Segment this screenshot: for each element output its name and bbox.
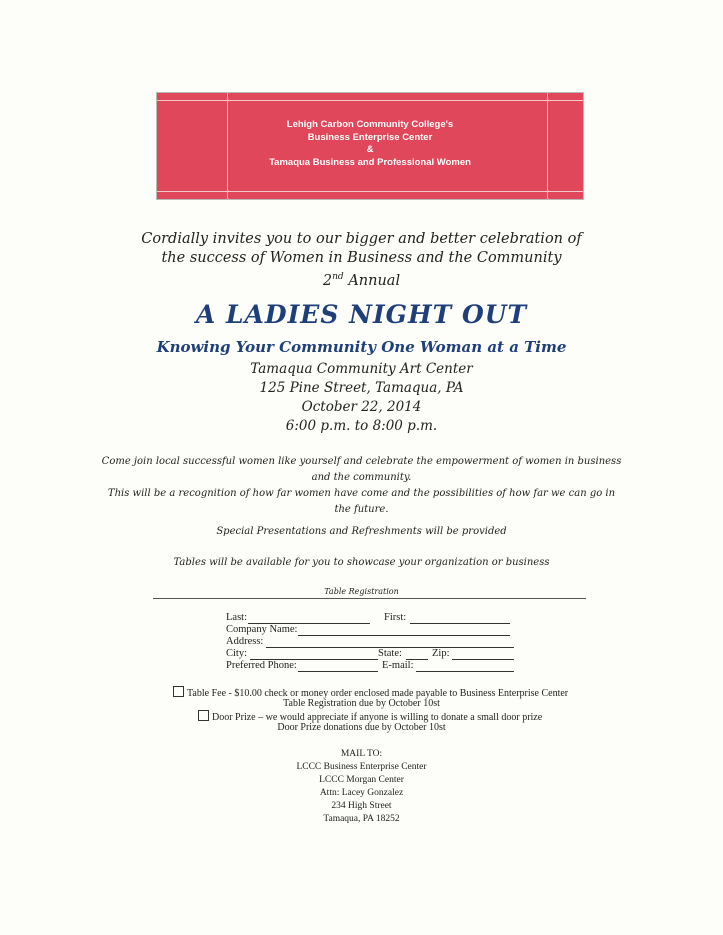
invitation-line-2: the success of Women in Business and the Community bbox=[161, 250, 562, 266]
table-due: Table Registration due by October 10st bbox=[283, 698, 440, 709]
banner-line: Tamaqua Business and Professional Women bbox=[269, 156, 471, 168]
event-time: 6:00 p.m. to 8:00 p.m. bbox=[285, 418, 438, 434]
table-fee-checkbox[interactable] bbox=[173, 686, 184, 697]
door-prize-checkbox[interactable] bbox=[198, 710, 209, 721]
divider bbox=[153, 598, 586, 599]
mail-line: 234 High Street bbox=[331, 801, 392, 811]
mail-line: Attn: Lacey Gonzalez bbox=[319, 788, 404, 798]
event-address: 125 Pine Street, Tamaqua, PA bbox=[259, 380, 464, 396]
event-details bbox=[0, 360, 723, 436]
event-venue: Tamaqua Community Art Center bbox=[250, 361, 473, 377]
door-prize-due: Door Prize donations due by October 10st bbox=[277, 722, 446, 733]
mail-line: MAIL TO: bbox=[340, 749, 383, 759]
phone-field[interactable] bbox=[298, 671, 378, 672]
special-presentations: Special Presentations and Refreshments will be provided bbox=[216, 526, 507, 537]
state-label: State: bbox=[378, 648, 402, 659]
header-banner bbox=[156, 92, 584, 200]
zip-label: Zip: bbox=[432, 648, 450, 659]
phone-label: Preferred Phone: bbox=[226, 660, 297, 671]
mail-line: LCCC Morgan Center bbox=[319, 775, 404, 785]
email-label: E-mail: bbox=[382, 660, 414, 671]
annual-number: 2 bbox=[322, 272, 333, 289]
event-title: A LADIES NIGHT OUT bbox=[195, 300, 528, 329]
description-line: the future. bbox=[334, 504, 389, 515]
tables-available: Tables will be available for you to showcase your organization or business bbox=[173, 557, 550, 568]
annual-ordinal: nd bbox=[332, 272, 344, 282]
first-label: First: bbox=[384, 612, 407, 623]
mailing-address bbox=[0, 748, 723, 826]
registration-form bbox=[226, 612, 516, 672]
banner-frame-line bbox=[157, 100, 583, 101]
banner-line: & bbox=[366, 144, 374, 155]
email-field[interactable] bbox=[416, 671, 514, 672]
banner-line: Lehigh Carbon Community College's bbox=[286, 119, 454, 130]
mail-line: LCCC Business Enterprise Center bbox=[296, 762, 427, 772]
door-prize-label: Door Prize – we would appreciate if anyone is willing to donate a small door prize bbox=[212, 712, 543, 723]
description-line: This will be a recognition of how far women have come and the possibilities of how far we can go in bbox=[107, 488, 616, 499]
annual-word: Annual bbox=[348, 272, 401, 289]
description-line: Come join local successful women like yourself and celebrate the empowerment of women in business bbox=[101, 456, 622, 467]
banner-line: Business Enterprise Center bbox=[307, 131, 433, 143]
description-line: and the community. bbox=[311, 472, 412, 483]
banner-frame-line bbox=[157, 191, 583, 192]
annual-line bbox=[0, 268, 723, 291]
mail-line: Tamaqua, PA 18252 bbox=[323, 814, 400, 824]
table-registration-heading: Table Registration bbox=[324, 587, 399, 596]
city-label: City: bbox=[226, 648, 248, 659]
address-label: Address: bbox=[226, 636, 264, 647]
table-fee-label: Table Fee - $10.00 check or money order enclosed made payable to Business Enterprise Center bbox=[187, 688, 569, 699]
last-label: Last: bbox=[226, 612, 247, 623]
company-label: Company Name: bbox=[226, 624, 298, 635]
event-date: October 22, 2014 bbox=[301, 399, 422, 415]
event-subtitle: Knowing Your Community One Woman at a Time bbox=[156, 338, 567, 356]
invitation-line-1: Cordially invites you to our bigger and better celebration of bbox=[141, 231, 582, 247]
event-description bbox=[0, 454, 723, 518]
invitation bbox=[0, 230, 723, 291]
banner-text bbox=[157, 119, 583, 169]
